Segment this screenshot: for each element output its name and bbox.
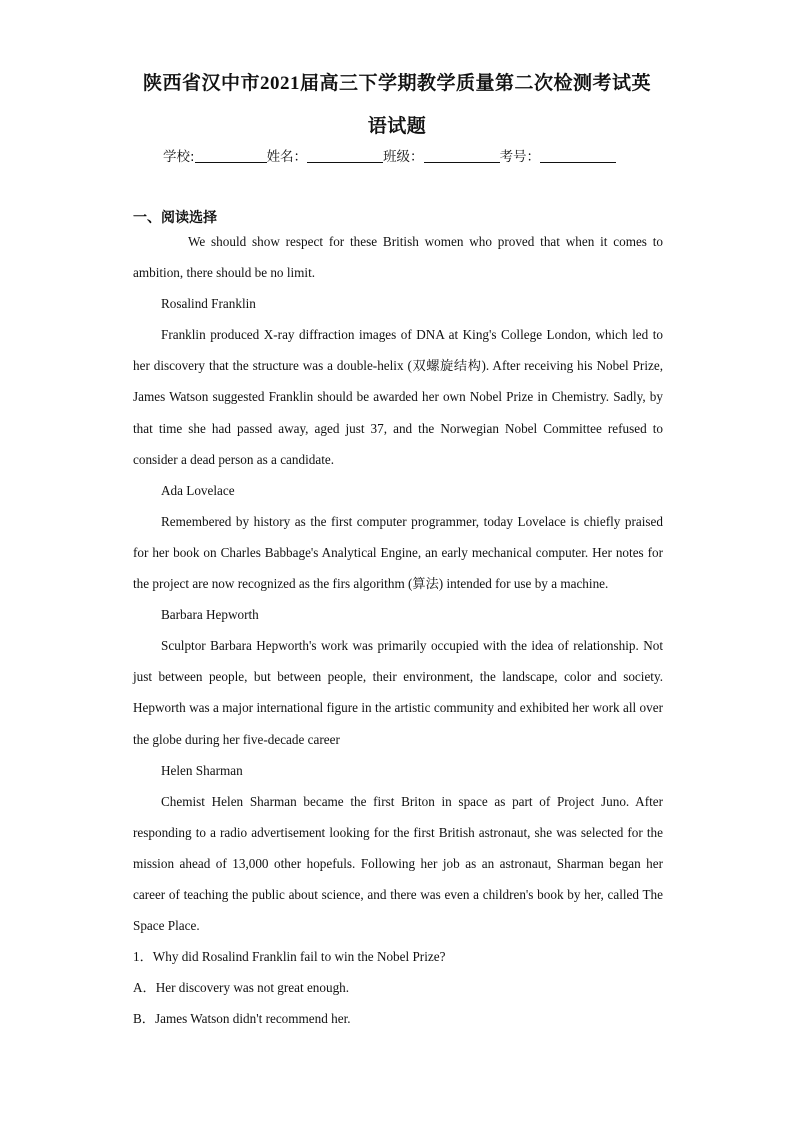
question-option-b: B．James Watson didn't recommend her. <box>133 1011 351 1027</box>
name-label: 姓名： <box>266 149 308 165</box>
passage-intro: We should show respect for these British women who proved that when it comes to ambition, there should be no limit. <box>133 234 663 281</box>
person-name: Ada Lovelace <box>161 482 235 498</box>
person-name: Helen Sharman <box>161 762 243 778</box>
name-blank[interactable] <box>307 150 383 163</box>
person-name: Barbara Hepworth <box>161 607 259 623</box>
reading-passage <box>133 226 663 1034</box>
person-paragraph: Remembered by history as the first computer programmer, today Lovelace is chiefly praised for her book on Charles Babbage's Analytical Engine, an early mechanical computer. Her notes for the project are now recognized as the firs algorithm (算法) intended for use by a machine. <box>133 513 663 592</box>
student-info-line <box>163 145 616 165</box>
person-paragraph: Chemist Helen Sharman became the first Briton in space as part of Project Juno. After responding to a radio advertisement looking for the first British astronaut, she was selected for the mission ahead of 13,000 other hopefuls. Following her job as an astronaut, Sharman began her career of teaching the public about science, and there was even a children's book by her, called The Space Place. <box>133 793 663 934</box>
class-label: 班级： <box>383 149 424 165</box>
class-blank[interactable] <box>424 150 500 163</box>
number-blank[interactable] <box>540 150 616 163</box>
number-label: 考号： <box>499 149 541 165</box>
person-paragraph: Franklin produced X-ray diffraction images of DNA at King's College London, which led to her discovery that the structure was a double-helix (双螺旋结构). After receiving his Nobel Prize, James Watson suggested Franklin should be awarded her own Nobel Prize in Chemistry. Sadly, by that time she had passed away, aged just 37, and the Norwegian Nobel Committee refused to consider a dead person as a candidate. <box>133 327 663 467</box>
question-option-a: A．Her discovery was not great enough. <box>133 980 350 996</box>
person-name: Rosalind Franklin <box>161 296 256 312</box>
exam-title-line2: 语试题 <box>367 116 427 137</box>
exam-title-line1: 陕西省汉中市2021届高三下学期教学质量第二次检测考试英 <box>142 73 651 94</box>
person-paragraph: Sculptor Barbara Hepworth's work was primarily occupied with the idea of relationship. Not just between people, but between people, their environment, the landscape, color and society. Hepworth was a major international figure in the artistic community and exhibited her work all over the globe during her five-decade career <box>133 638 663 747</box>
school-blank[interactable] <box>195 150 267 163</box>
question-stem: 1．Why did Rosalind Franklin fail to win the Nobel Prize? <box>133 949 446 965</box>
school-label: 学校: <box>163 149 195 165</box>
section-heading: 一、阅读选择 <box>133 210 217 226</box>
